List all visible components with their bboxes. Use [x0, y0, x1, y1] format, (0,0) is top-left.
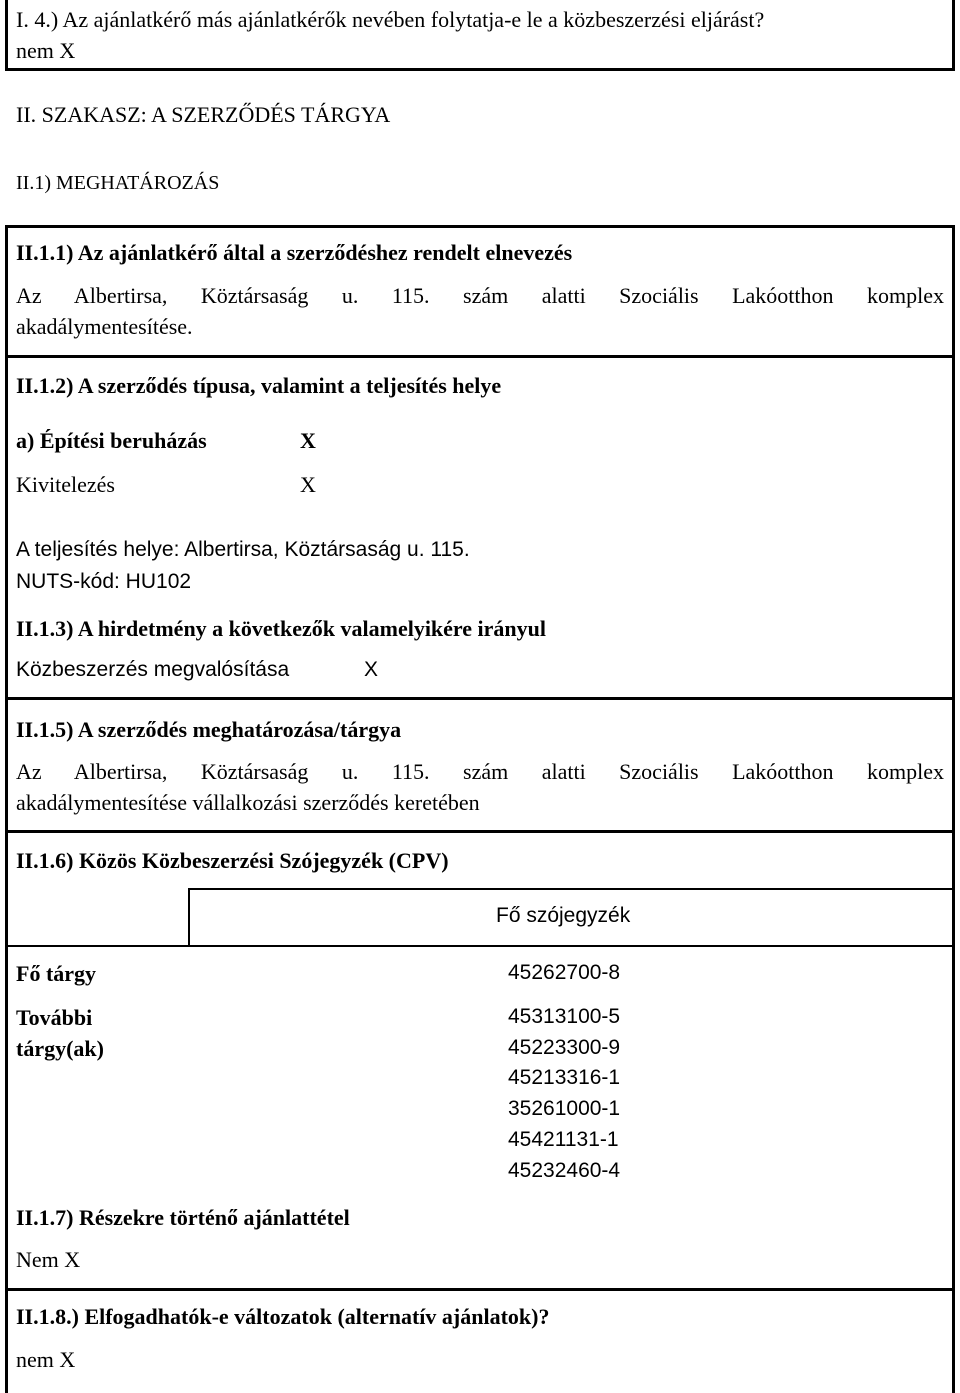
cpv-col-header: Fő szójegyzék — [496, 904, 631, 927]
i4-question: I. 4.) Az ajánlatkérő más ajánlatkérők nevében folytatja-e le a közbeszerzési eljárást? — [16, 7, 765, 32]
ii12-place: A teljesítés helye: Albertirsa, Köztársaság u. 115. — [16, 538, 470, 561]
ii12-sub-mark: X — [300, 472, 316, 497]
cpv-main-code: 45262700-8 — [508, 961, 621, 984]
cpv-table-header-border — [5, 945, 955, 947]
ii11-line2: akadálymentesítése. — [16, 314, 193, 339]
section-ii1-title: II.1) MEGHATÁROZÁS — [16, 172, 220, 194]
ii13-mark: X — [364, 658, 379, 681]
border-right-main — [952, 225, 955, 1393]
ii13-heading: II.1.3) A hirdetmény a következők valamelyikére irányul — [16, 616, 547, 641]
cpv-other-label-2: tárgy(ak) — [16, 1036, 104, 1061]
ii18-answer: nem X — [16, 1347, 76, 1372]
ii12-type-label: a) Építési beruházás — [16, 428, 207, 453]
border-left-i4 — [5, 0, 8, 70]
divider-ii18-top — [5, 1288, 955, 1291]
ii15-line2: akadálymentesítése vállalkozási szerződés keretében — [16, 790, 480, 815]
cpv-other-code: 45213316-1 — [508, 1066, 621, 1089]
ii11-heading: II.1.1) Az ajánlatkérő által a szerződéshez rendelt elnevezés — [16, 240, 573, 265]
divider-ii15-top — [5, 697, 955, 700]
ii15-line1: Az Albertirsa, Köztársaság u. 115. szám alatti Szociális Lakóotthon komplex — [16, 759, 944, 784]
ii12-nuts: NUTS-kód: HU102 — [16, 570, 192, 593]
cpv-table-top-border — [188, 888, 954, 890]
divider-i4 — [5, 68, 955, 71]
border-right-i4 — [952, 0, 955, 70]
ii12-sub-label: Kivitelezés — [16, 472, 115, 497]
ii15-heading: II.1.5) A szerződés meghatározása/tárgya — [16, 717, 402, 742]
ii18-heading: II.1.8.) Elfogadhatók-e változatok (alternatív ajánlatok)? — [16, 1304, 550, 1329]
cpv-other-code: 45223300-9 — [508, 1036, 621, 1059]
cpv-other-code: 45421131-1 — [508, 1128, 619, 1151]
section-ii-title: II. SZAKASZ: A SZERZŐDÉS TÁRGYA — [16, 102, 391, 127]
ii13-label: Közbeszerzés megvalósítása — [16, 658, 290, 681]
cpv-other-code: 45313100-5 — [508, 1005, 621, 1028]
cpv-other-code: 45232460-4 — [508, 1159, 621, 1182]
border-left-main — [5, 225, 8, 1393]
ii17-answer: Nem X — [16, 1247, 81, 1272]
cpv-other-label-1: További — [16, 1005, 93, 1030]
divider-ii16-top — [5, 830, 955, 833]
i4-answer: nem X — [16, 38, 76, 63]
cpv-other-code: 35261000-1 — [508, 1097, 621, 1120]
cpv-table-left-border — [188, 888, 190, 946]
ii12-type-mark: X — [300, 428, 316, 453]
ii12-heading: II.1.2) A szerződés típusa, valamint a teljesítés helye — [16, 373, 502, 398]
cpv-main-label: Fő tárgy — [16, 961, 97, 986]
divider-ii12-top — [5, 355, 955, 358]
ii11-line1: Az Albertirsa, Köztársaság u. 115. szám alatti Szociális Lakóotthon komplex — [16, 283, 944, 308]
divider-ii11-top — [5, 225, 955, 228]
ii16-heading: II.1.6) Közös Közbeszerzési Szójegyzék (CPV) — [16, 848, 449, 873]
ii17-heading: II.1.7) Részekre történő ajánlattétel — [16, 1205, 350, 1230]
